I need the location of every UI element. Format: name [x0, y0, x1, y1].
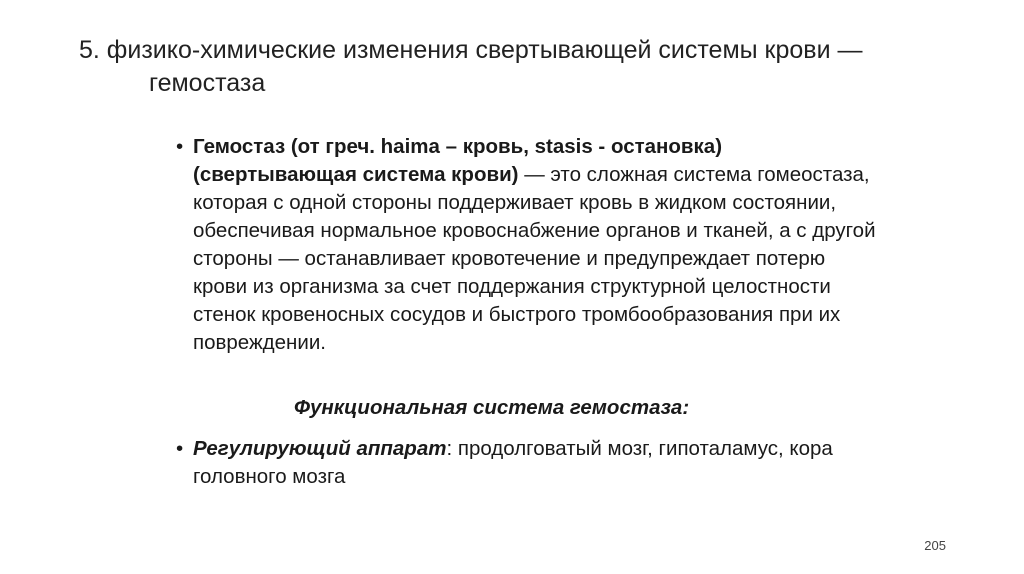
slide-title: [79, 34, 979, 100]
term-regulating-apparatus: Регулирующий аппарат: [193, 437, 447, 460]
bullet-hemostasis-definition: [176, 133, 876, 357]
subheading-functional-system: Функциональная система гемостаза:: [294, 396, 690, 419]
title-line-1: 5. физико-химические изменения свертывающей системы крови —: [79, 36, 863, 64]
slide-content: [176, 133, 876, 491]
bullet-regulating-apparatus: [176, 435, 876, 491]
page-number: 205: [924, 538, 946, 553]
regulating-apparatus-text: : продолговатый мозг, гипоталамус, кора головного мозга: [193, 437, 833, 488]
definition-text: — это сложная система гомеостаза, которая с одной стороны поддерживает кровь в жидком состоянии, обеспечивая нормальное кровоснабжение органов и тканей, а с другой стороны — останавливает кровотечение и предупреждает потерю крови из организма за счет поддержания структурной целостности стенок кровеносных сосудов и быстрого тромбообразования при их повреждении.: [193, 163, 876, 354]
title-line-2: гемостаза: [149, 69, 266, 97]
term-hemostasis: Гемостаз (от греч. haima – кровь, stasis - остановка)(свертывающая система крови): [193, 135, 723, 186]
